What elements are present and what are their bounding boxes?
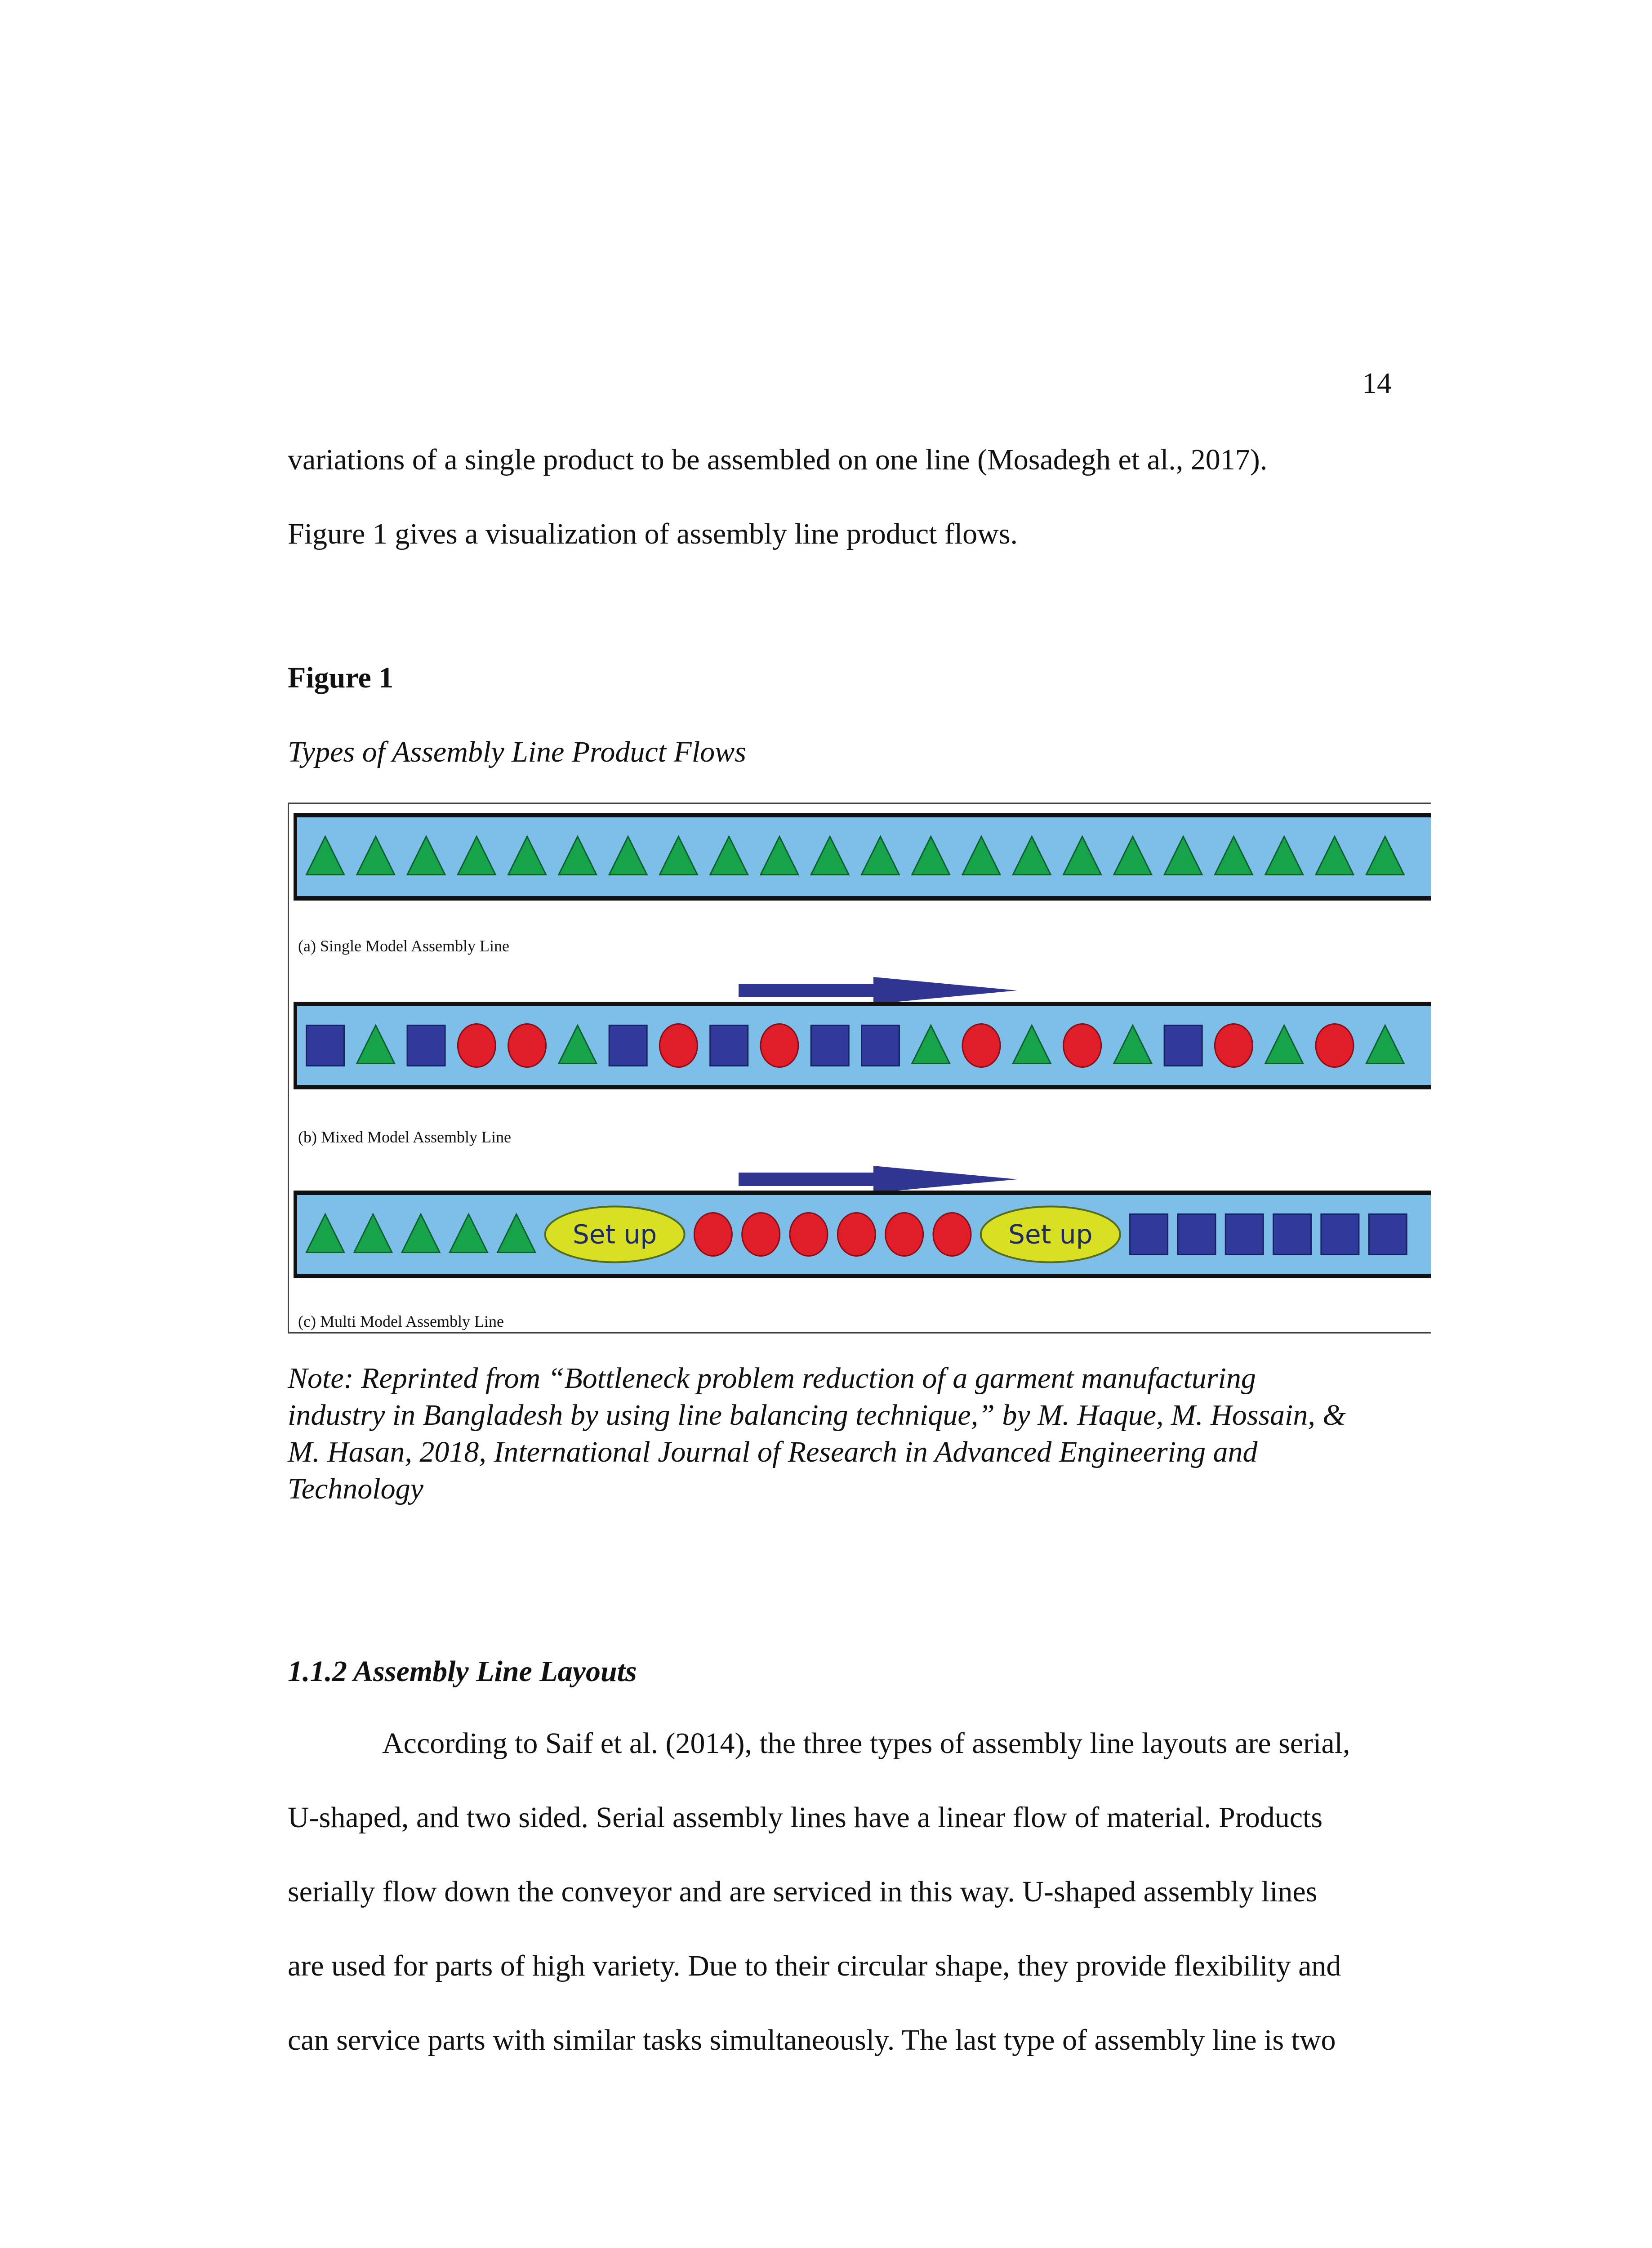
circle-product bbox=[1064, 1024, 1101, 1067]
triangle-product bbox=[498, 1214, 535, 1253]
triangle-product bbox=[1013, 1026, 1051, 1064]
note-line-4: Technology bbox=[288, 1472, 423, 1505]
circle-product bbox=[694, 1213, 732, 1256]
square-product bbox=[1225, 1214, 1263, 1255]
triangle-product bbox=[1366, 837, 1404, 875]
square-product bbox=[1164, 1026, 1202, 1066]
square-product bbox=[1274, 1214, 1311, 1255]
square-product bbox=[1178, 1214, 1216, 1255]
intro-line-1: variations of a single product to be assembled on one line (Mosadegh et al., 2017). bbox=[288, 443, 1268, 476]
triangle-product bbox=[1366, 1026, 1404, 1064]
note-line-2: industry in Bangladesh by using line balancing technique,” by M. Haque, M. Hossain, & bbox=[288, 1399, 1346, 1432]
square-product bbox=[609, 1026, 647, 1066]
circle-product bbox=[508, 1024, 546, 1067]
square-product bbox=[1369, 1214, 1407, 1255]
triangle-product bbox=[508, 837, 546, 875]
circle-product bbox=[742, 1213, 780, 1256]
triangle-product bbox=[609, 837, 647, 875]
triangle-product bbox=[559, 1026, 597, 1064]
triangle-product bbox=[1164, 837, 1202, 875]
circle-product bbox=[933, 1213, 971, 1256]
triangle-product bbox=[307, 1214, 344, 1253]
triangle-product bbox=[458, 837, 495, 875]
paragraph-line-1: According to Saif et al. (2014), the three types of assembly line layouts are serial, bbox=[382, 1727, 1350, 1760]
setup-label: Set up bbox=[572, 1219, 657, 1250]
page-number: 14 bbox=[1362, 367, 1392, 400]
circle-product bbox=[761, 1024, 798, 1067]
square-product bbox=[811, 1026, 849, 1066]
paragraph-line-2: U-shaped, and two sided. Serial assembly lines have a linear flow of material. Products bbox=[288, 1801, 1323, 1834]
setup-badge bbox=[545, 1207, 685, 1262]
paragraph-line-3: serially flow down the conveyor and are serviced in this way. U-shaped assembly lines bbox=[288, 1875, 1318, 1908]
triangle-product bbox=[354, 1214, 392, 1253]
lane-items bbox=[297, 1195, 1421, 1274]
triangle-product bbox=[407, 837, 445, 875]
square-product bbox=[407, 1026, 445, 1066]
triangle-product bbox=[1064, 837, 1101, 875]
lane-multi-model bbox=[294, 1191, 1431, 1278]
triangle-product bbox=[912, 1026, 950, 1064]
figure-label: Figure 1 bbox=[288, 661, 394, 694]
intro-line-2: Figure 1 gives a visualization of assembly line product flows. bbox=[288, 517, 1018, 550]
triangle-product bbox=[1013, 837, 1051, 875]
triangle-product bbox=[559, 837, 597, 875]
triangle-product bbox=[1114, 1026, 1152, 1064]
paragraph-line-5: can service parts with similar tasks simultaneously. The last type of assembly line is two bbox=[288, 2024, 1336, 2056]
triangle-product bbox=[450, 1214, 487, 1253]
figure-title: Types of Assembly Line Product Flows bbox=[288, 736, 746, 768]
circle-product bbox=[1316, 1024, 1354, 1067]
triangle-product bbox=[1316, 837, 1354, 875]
setup-label: Set up bbox=[1008, 1219, 1093, 1250]
triangle-product bbox=[710, 837, 748, 875]
triangle-product bbox=[357, 1026, 395, 1064]
square-product bbox=[307, 1026, 344, 1066]
lane-mixed-model bbox=[294, 1002, 1431, 1089]
lane-single-model bbox=[294, 813, 1431, 901]
circle-product bbox=[659, 1024, 697, 1067]
lane-items bbox=[297, 817, 1421, 896]
triangle-product bbox=[811, 837, 849, 875]
square-product bbox=[1321, 1214, 1359, 1255]
lane-caption-mixed: (b) Mixed Model Assembly Line bbox=[298, 1128, 511, 1146]
circle-product bbox=[458, 1024, 495, 1067]
triangle-product bbox=[912, 837, 950, 875]
triangle-product bbox=[761, 837, 798, 875]
figure-frame bbox=[288, 803, 1431, 1334]
note-line-3: M. Hasan, 2018, International Journal of Research in Advanced Engineering and bbox=[288, 1436, 1258, 1468]
circle-product bbox=[837, 1213, 875, 1256]
triangle-product bbox=[862, 837, 899, 875]
circle-product bbox=[886, 1213, 923, 1256]
flow-arrow-1-shape bbox=[739, 977, 1017, 1004]
circle-product bbox=[790, 1213, 828, 1256]
paragraph-line-4: are used for parts of high variety. Due to their circular shape, they provide flexibility and bbox=[288, 1949, 1341, 1982]
triangle-product bbox=[1265, 1026, 1303, 1064]
circle-product bbox=[962, 1024, 1000, 1067]
square-product bbox=[710, 1026, 748, 1066]
square-product bbox=[1130, 1214, 1168, 1255]
note-line-1: Note: Reprinted from “Bottleneck problem reduction of a garment manufacturing bbox=[288, 1362, 1256, 1395]
section-heading: 1.1.2 Assembly Line Layouts bbox=[288, 1655, 637, 1688]
square-product bbox=[862, 1026, 899, 1066]
triangle-product bbox=[1265, 837, 1303, 875]
triangle-product bbox=[962, 837, 1000, 875]
triangle-product bbox=[307, 837, 344, 875]
setup-badge bbox=[981, 1207, 1120, 1262]
triangle-product bbox=[659, 837, 697, 875]
triangle-product bbox=[1114, 837, 1152, 875]
triangle-product bbox=[357, 837, 395, 875]
triangle-product bbox=[1215, 837, 1252, 875]
figure-note bbox=[288, 1360, 1447, 1508]
flow-arrow-2-shape bbox=[739, 1166, 1017, 1193]
circle-product bbox=[1215, 1024, 1252, 1067]
lane-caption-multi: (c) Multi Model Assembly Line bbox=[298, 1312, 504, 1330]
lane-items bbox=[297, 1006, 1421, 1085]
triangle-product bbox=[402, 1214, 440, 1253]
lane-caption-single: (a) Single Model Assembly Line bbox=[298, 937, 509, 955]
